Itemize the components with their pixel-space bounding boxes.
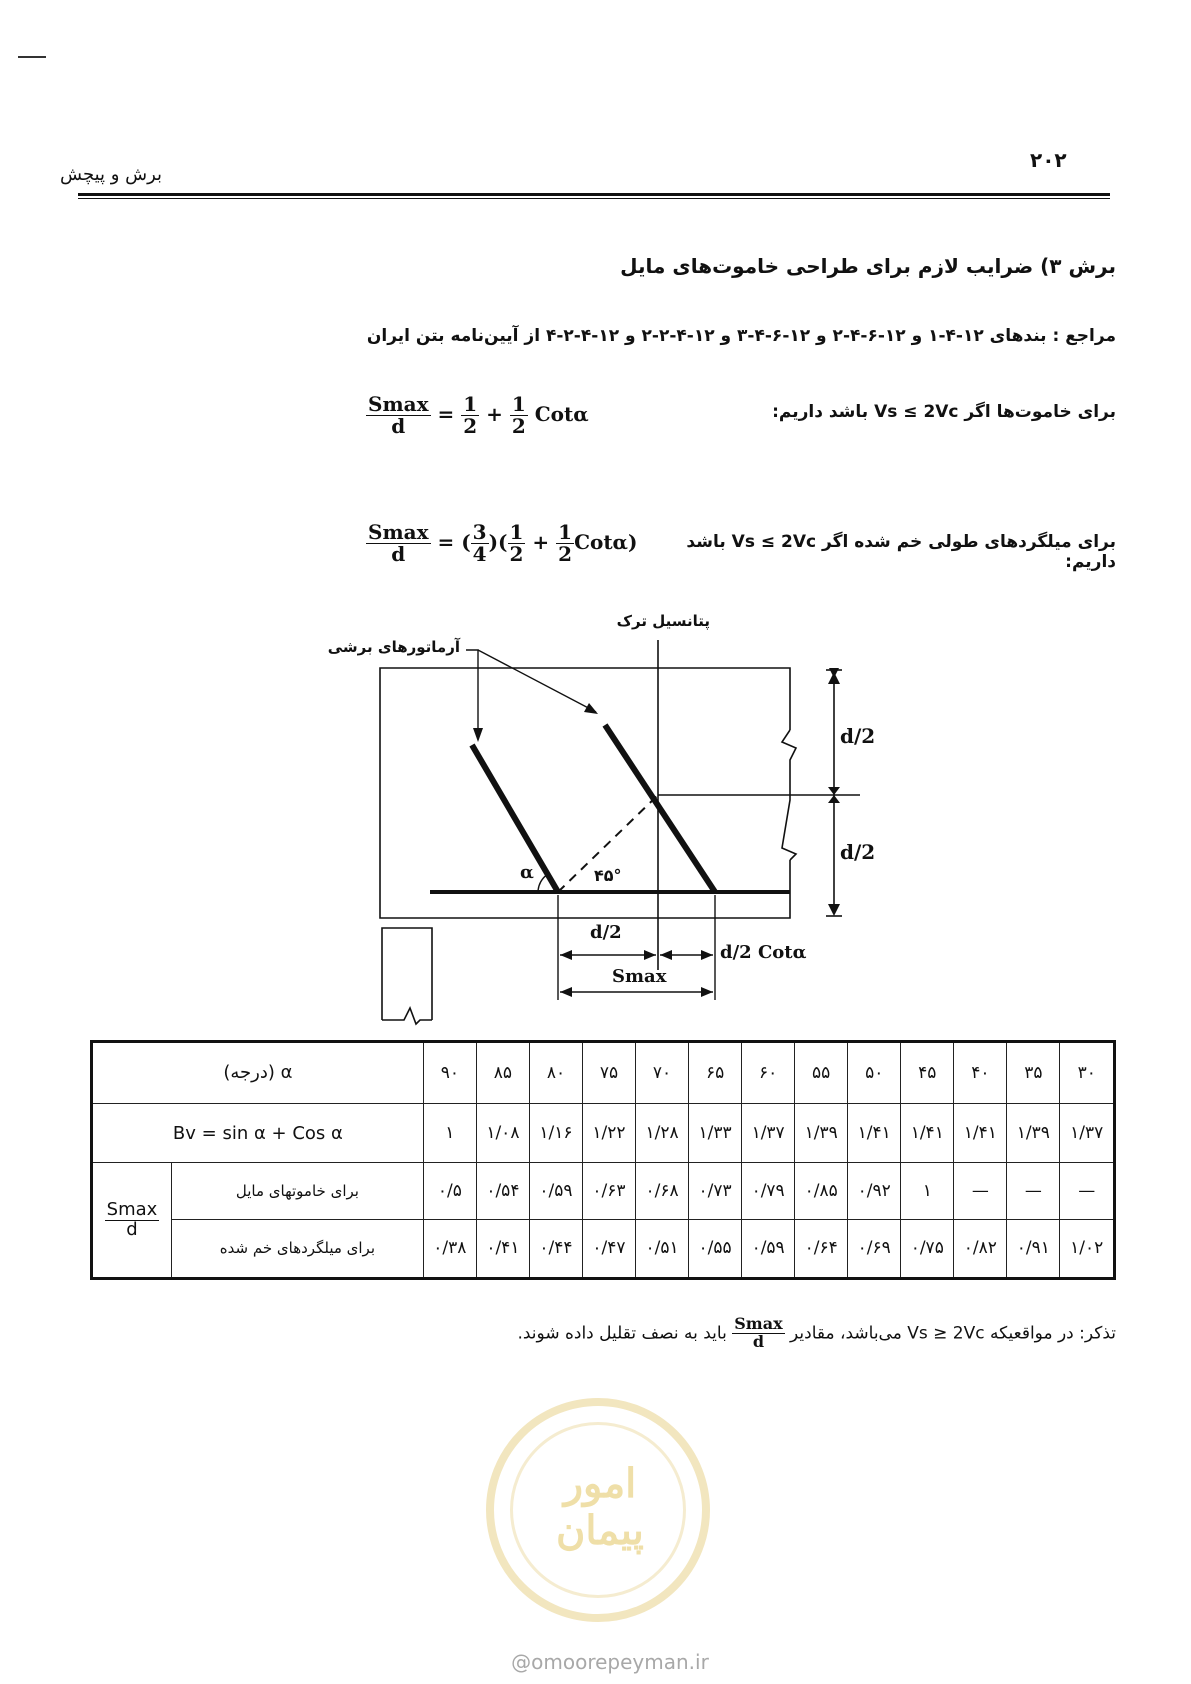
stirrups-cell: ۰/۹۲ xyxy=(848,1163,901,1220)
bv-cell: ۱/۳۹ xyxy=(1007,1103,1060,1162)
formula-stirrups: $\frac{Smax}{d}$ = $\frac{1}{2}$ + $\frac{1}{2}$ Cotα xyxy=(368,392,589,438)
bv-cell: ۱/۴۱ xyxy=(901,1103,954,1162)
bent-cell: ۱/۰۲ xyxy=(1060,1219,1115,1278)
alpha-cell: ۸۰ xyxy=(529,1042,582,1104)
chapter-title: برش و پیچش xyxy=(60,164,163,185)
smax-d-header: $\frac{Smax}{d}$ xyxy=(92,1163,172,1279)
stirrups-condition: برای خاموت‌ها اگر Vs ≤ 2Vc باشد داریم: xyxy=(772,402,1116,422)
section-piece xyxy=(382,928,432,1024)
alpha-cell: ۷۰ xyxy=(636,1042,689,1104)
alpha-cell: ۸۵ xyxy=(476,1042,529,1104)
bent-cell: ۰/۴۷ xyxy=(582,1219,635,1278)
alpha-cell: ۶۰ xyxy=(742,1042,795,1104)
bent-bars-condition: برای میلگردهای طولی خم شده اگر Vs ≤ 2Vc باشد داریم: xyxy=(686,532,1116,572)
stirrups-cell: ۰/۶۳ xyxy=(582,1163,635,1220)
bv-cell: ۱ xyxy=(423,1103,476,1162)
alpha-cell: ۶۵ xyxy=(689,1042,742,1104)
alpha-cell: ۴۵ xyxy=(901,1042,954,1104)
watermark-text: امور پیمان xyxy=(556,1460,644,1554)
label-crack: پتانسیل ترک xyxy=(616,612,710,630)
stirrups-cell: ۰/۶۸ xyxy=(636,1163,689,1220)
bv-cell: ۱/۳۹ xyxy=(795,1103,848,1162)
stirrups-cell: ۰/۷۹ xyxy=(742,1163,795,1220)
bent-cell: ۰/۸۲ xyxy=(954,1219,1007,1278)
bv-cell: ۱/۳۷ xyxy=(1060,1103,1115,1162)
formula-bent-bars: $\frac{Smax}{d}$ = ( $\frac{3}{4}$ )( $\frac{1}{2}$ + $\frac{1}{2}$ Cotα) xyxy=(368,520,638,566)
table-row-stirrups xyxy=(92,1163,1115,1220)
alpha-cell: ۴۰ xyxy=(954,1042,1007,1104)
watermark-site: @omoorepeyman.ir xyxy=(511,1650,709,1674)
table-row-bv xyxy=(92,1103,1115,1162)
alpha-cell: ۳۵ xyxy=(1007,1042,1060,1104)
alpha-cell: ۳۰ xyxy=(1060,1042,1115,1104)
note-fraction: $\frac{Smax}{d}$ xyxy=(734,1314,783,1351)
label-d2-top: d/2 xyxy=(840,724,876,748)
alpha-cell: ۵۵ xyxy=(795,1042,848,1104)
stirrups-cell: ۰/۵ xyxy=(423,1163,476,1220)
bv-cell: ۱/۱۶ xyxy=(529,1103,582,1162)
stirrups-cell: ۰/۵۴ xyxy=(476,1163,529,1220)
bent-cell: ۰/۴۴ xyxy=(529,1219,582,1278)
bv-header: Bv = sin α + Cos α xyxy=(92,1103,424,1162)
bent-cell: ۰/۵۱ xyxy=(636,1219,689,1278)
stirrups-cell: ۰/۸۵ xyxy=(795,1163,848,1220)
page-number: ۲۰۲ xyxy=(1030,148,1067,172)
table-row-alpha xyxy=(92,1042,1115,1104)
label-d2-horizontal: d/2 xyxy=(590,922,622,943)
bent-cell: ۰/۷۵ xyxy=(901,1219,954,1278)
label-smax: Smax xyxy=(612,966,667,987)
stirrups-cell: ۱ xyxy=(901,1163,954,1220)
note xyxy=(480,1316,1116,1351)
label-d2cot: d/2 Cotα xyxy=(720,942,807,963)
stirrups-header: برای خاموتهای مایل xyxy=(172,1163,424,1220)
bent-cell: ۰/۶۴ xyxy=(795,1219,848,1278)
label-d2-bottom: d/2 xyxy=(840,840,876,864)
note-part2: باید به نصف تقلیل داده شوند. xyxy=(517,1323,727,1344)
bv-cell: ۱/۳۳ xyxy=(689,1103,742,1162)
bent-cell: ۰/۵۵ xyxy=(689,1219,742,1278)
label-shear-rebar: آرماتورهای برشی xyxy=(327,638,460,656)
bent-bars-header: برای میلگردهای خم شده xyxy=(172,1219,424,1278)
bent-cell: ۰/۴۱ xyxy=(476,1219,529,1278)
stirrups-cell: ۰/۷۳ xyxy=(689,1163,742,1220)
bv-cell: ۱/۴۱ xyxy=(848,1103,901,1162)
bv-cell: ۱/۴۱ xyxy=(954,1103,1007,1162)
stirrups-cell: — xyxy=(1007,1163,1060,1220)
alpha-cell: ۷۵ xyxy=(582,1042,635,1104)
bent-cell: ۰/۳۸ xyxy=(423,1219,476,1278)
stirrups-cell: ۰/۵۹ xyxy=(529,1163,582,1220)
formula-lhs: $\frac{Smax}{d}$ xyxy=(368,392,429,438)
bv-cell: ۱/۲۲ xyxy=(582,1103,635,1162)
stirrups-cell: — xyxy=(1060,1163,1115,1220)
bv-cell: ۱/۰۸ xyxy=(476,1103,529,1162)
coefficients-table xyxy=(90,1040,1116,1280)
alpha-cell: ۵۰ xyxy=(848,1042,901,1104)
table-row-bent-bars xyxy=(92,1219,1115,1278)
note-part1: تذکر: در مواقعیکه Vs ≥ 2Vc می‌باشد، مقادیر xyxy=(790,1323,1116,1344)
bv-cell: ۱/۳۷ xyxy=(742,1103,795,1162)
bent-cell: ۰/۹۱ xyxy=(1007,1219,1060,1278)
stirrup-left xyxy=(472,745,558,892)
label-alpha: α xyxy=(520,862,534,883)
alpha-cell: ۹۰ xyxy=(423,1042,476,1104)
leader-shear-rebar xyxy=(466,650,478,738)
bent-cell: ۰/۵۹ xyxy=(742,1219,795,1278)
label-45: ۴۵° xyxy=(594,866,622,885)
references: مراجع : بندهای ۱۲-۴-۱ و ۱۲-۶-۴-۲ و ۱۲-۶-۴-۳ و ۱۲-۴-۲-۲ و ۱۲-۴-۲-۴ از آیین‌نامه بتن ایران xyxy=(366,326,1116,346)
stirrups-cell: — xyxy=(954,1163,1007,1220)
alpha-header: α (درجه) xyxy=(92,1042,424,1104)
section-title: برش ۳) ضرایب لازم برای طراحی خاموت‌های مایل xyxy=(620,254,1116,278)
bent-cell: ۰/۶۹ xyxy=(848,1219,901,1278)
bv-cell: ۱/۲۸ xyxy=(636,1103,689,1162)
